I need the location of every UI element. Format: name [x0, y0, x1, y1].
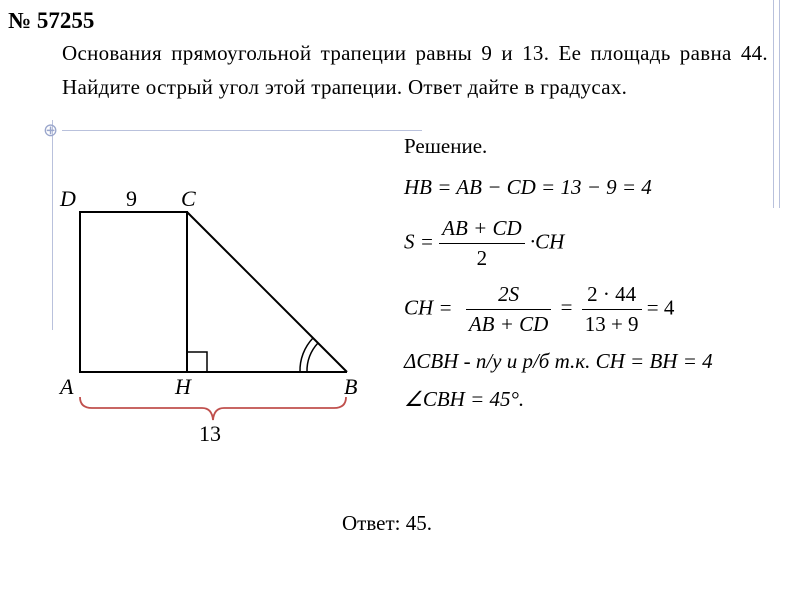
s-denominator: 2	[476, 246, 488, 270]
label-C: C	[181, 186, 196, 211]
label-B: B	[344, 374, 358, 399]
label-D: D	[60, 186, 76, 211]
solution-line-4: ΔCBH - п/у и р/б т.к. CH = BH = 4	[404, 349, 713, 373]
ch-denominator-2: 13 + 9	[584, 312, 639, 336]
brace-13	[80, 397, 346, 420]
s-numerator: AB + CD	[439, 216, 525, 244]
problem-number: № 57255	[8, 8, 95, 33]
ch-tail: = 4	[646, 295, 675, 320]
frame-cross-icon: ⊕	[43, 120, 59, 141]
ch-lhs: CH =	[404, 295, 453, 320]
solution-line-5: ∠CBH = 45°.	[404, 387, 525, 411]
ch-fraction-1	[466, 282, 552, 337]
ch-numerator-2: 2 · 44	[582, 282, 642, 310]
ch-fraction-2	[582, 282, 642, 337]
label-A: A	[60, 374, 74, 399]
answer-text: Ответ: 45.	[342, 511, 432, 535]
s-tail: ·CH	[529, 229, 565, 254]
ch-denominator-1: AB + CD	[468, 312, 549, 336]
rect-ADCH	[80, 212, 187, 372]
s-lhs: S =	[404, 229, 434, 254]
ch-equals: =	[560, 295, 573, 320]
label-bottom-base: 13	[199, 421, 221, 446]
label-top-base: 9	[126, 186, 137, 211]
solution-title: Решение.	[404, 134, 488, 158]
solution-line-1: HB = AB − CD = 13 − 9 = 4	[404, 175, 652, 199]
solution-line-2	[404, 216, 564, 271]
label-H: H	[175, 374, 191, 399]
solution-line-3	[404, 282, 674, 337]
s-fraction	[439, 216, 525, 271]
angle-arc-inner	[307, 343, 318, 372]
problem-text: Основания прямоугольной трапеции равны 9 и 13. Ее площадь равна 44. Найдите острый угол этой трапеции. Ответ дайте в градусах.	[62, 41, 768, 99]
side-CB	[187, 212, 347, 372]
ch-numerator-1: 2S	[466, 282, 552, 310]
right-angle-mark	[187, 352, 207, 372]
